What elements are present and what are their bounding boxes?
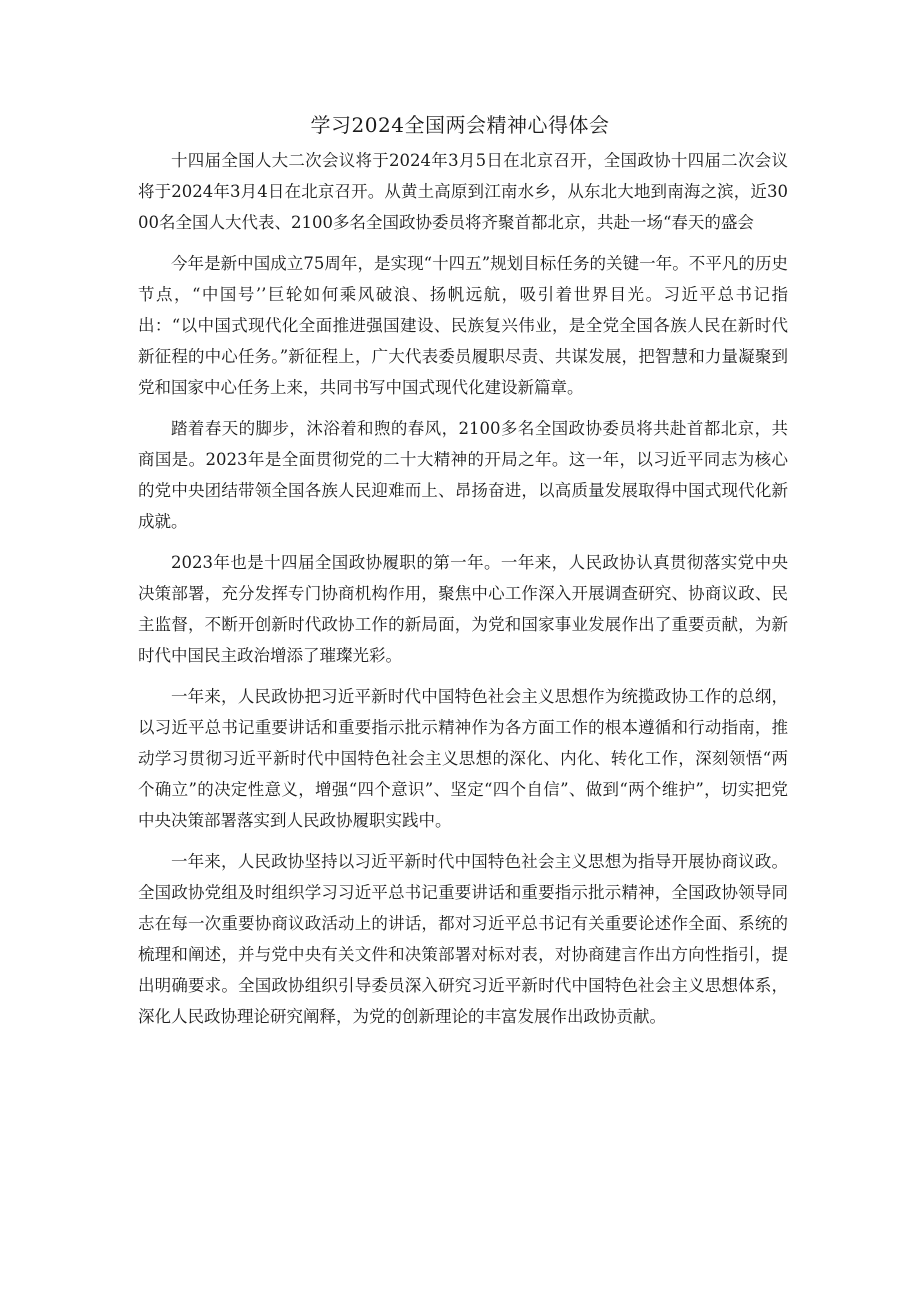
paragraph: 一年来，人民政协把习近平新时代中国特色社会主义思想作为统揽政协工作的总纲，以习近平总书记重要讲话和重要指示批示精神作为各方面工作的根本遵循和行动指南，推动学习贯彻习近平新时代中国特色社会主义思想的深化、内化、转化工作，深刻领悟“两个确立”的决定性意义，增强“四个意识”、坚定“四个自信”、做到“两个维护”，切实把党中央决策部署落实到人民政协履职实践中。	[138, 687, 788, 830]
paragraph: 踏着春天的脚步，沐浴着和煦的春风，2100多名全国政协委员将共赴首都北京，共商国是。2023年是全面贯彻党的二十大精神的开局之年。这一年，以习近平同志为核心的党中央团结带领全国各族人民迎难而上、昂扬奋进，以高质量发展取得中国式现代化新成就。	[138, 419, 788, 531]
document-body	[138, 145, 788, 1042]
paragraph: 今年是新中国成立75周年，是实现“十四五”规划目标任务的关键一年。不平凡的历史节点，“中国号’’巨轮如何乘风破浪、扬帆远航，吸引着世界目光。习近平总书记指出：“以中国式现代化全面推进强国建设、民族复兴伟业，是全党全国各族人民在新时代新征程的中心任务。”新征程上，广大代表委员履职尽责、共谋发展，把智慧和力量凝聚到党和国家中心任务上来，共同书写中国式现代化建设新篇章。	[138, 254, 788, 397]
paragraph: 十四届全国人大二次会议将于2024年3月5日在北京召开，全国政协十四届二次会议将于2024年3月4日在北京召开。从黄土高原到江南水乡，从东北大地到南海之滨，近3000名全国人大代表、2100多名全国政协委员将齐聚首都北京，共赴一场“春天的盛会	[138, 151, 788, 232]
paragraph: 一年来，人民政协坚持以习近平新时代中国特色社会主义思想为指导开展协商议政。全国政协党组及时组织学习习近平总书记重要讲话和重要指示批示精神，全国政协领导同志在每一次重要协商议政活动上的讲话，都对习近平总书记有关重要论述作全面、系统的梳理和阐述，并与党中央有关文件和决策部署对标对表，对协商建言作出方向性指引，提出明确要求。全国政协组织引导委员深入研究习近平新时代中国特色社会主义思想体系，深化人民政协理论研究阐释，为党的创新理论的丰富发展作出政协贡献。	[138, 852, 788, 1026]
document-title: 学习2024全国两会精神心得体会	[310, 113, 610, 137]
paragraph: 2023年也是十四届全国政协履职的第一年。一年来，人民政协认真贯彻落实党中央决策部署，充分发挥专门协商机构作用，聚焦中心工作深入开展调查研究、协商议政、民主监督，不断开创新时代政协工作的新局面，为党和国家事业发展作出了重要贡献，为新时代中国民主政治增添了璀璨光彩。	[138, 553, 788, 665]
